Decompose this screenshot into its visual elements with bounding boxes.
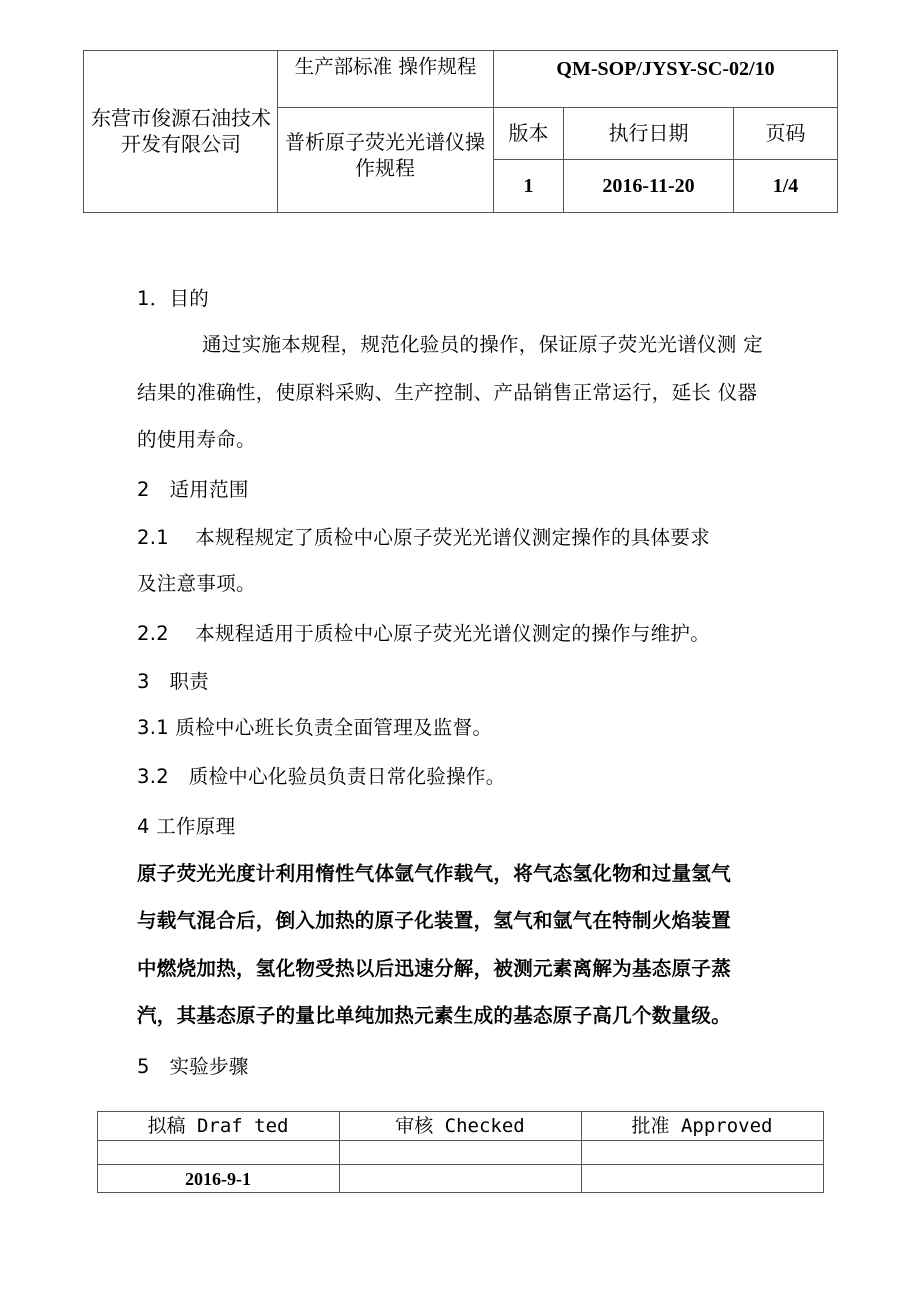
date-value: 2016-11-20 [602,175,695,197]
version-value: 1 [523,175,534,197]
body-line: 2.2 本规程适用于质检中心原子荧光光谱仪测定的操作与维护。 [137,622,711,645]
date-label: 执行日期 [608,121,689,145]
body-line: 5 实验步骤 [137,1055,249,1078]
body-line: 原子荧光光度计利用惰性气体氩气作载气，将气态氢化物和过量氢气 [137,862,732,885]
drafted-date: 2016-9-1 [185,1168,251,1189]
body-line: 3 职责 [137,670,210,693]
approved-header: 批准 Approved [631,1115,773,1137]
body-line: 结果的准确性，使原料采购、生产控制、产品销售正常运行，延长 仪器 [137,381,758,404]
body-line: 通过实施本规程，规范化验员的操作，保证原子荧光光谱仪测 定 [202,333,763,356]
doc-code: QM-SOP/JYSY-SC-02/10 [556,58,775,80]
version-label: 版本 [508,121,549,145]
body-line: 的使用寿命。 [137,428,256,451]
body-line: 汽，其基态原子的量比单纯加热元素生成的基态原子高几个数量级。 [137,1004,732,1027]
body-line: 2.1 本规程规定了质检中心原子荧光光谱仪测定操作的具体要求 [137,526,711,549]
checked-header: 审核 Checked [395,1115,525,1137]
company-name: 东营市俊源石油技术开发有限公司 [91,106,271,156]
doc-title: 普析原子荧光光谱仪操作规程 [285,130,485,180]
body-line: 及注意事项。 [137,572,256,595]
standard-label: 生产部标准 操作规程 [294,55,477,78]
body-line: 与载气混合后，倒入加热的原子化装置，氢气和氩气在特制火焰装置 [137,909,732,932]
page-number: 1/4 [772,175,799,197]
body-line: 3.2 质检中心化验员负责日常化验操作。 [137,765,506,788]
body-line: 3.1 质检中心班长负责全面管理及监督。 [137,716,493,739]
body-line: 1．目的 [137,287,210,310]
body-line: 中燃烧加热，氢化物受热以后迅速分解，被测元素离解为基态原子蒸 [137,957,732,980]
body-line: 4 工作原理 [137,815,236,838]
drafted-header: 拟稿 Draf ted [147,1115,289,1137]
page-label: 页码 [765,121,806,145]
body-line: 2 适用范围 [137,478,249,501]
